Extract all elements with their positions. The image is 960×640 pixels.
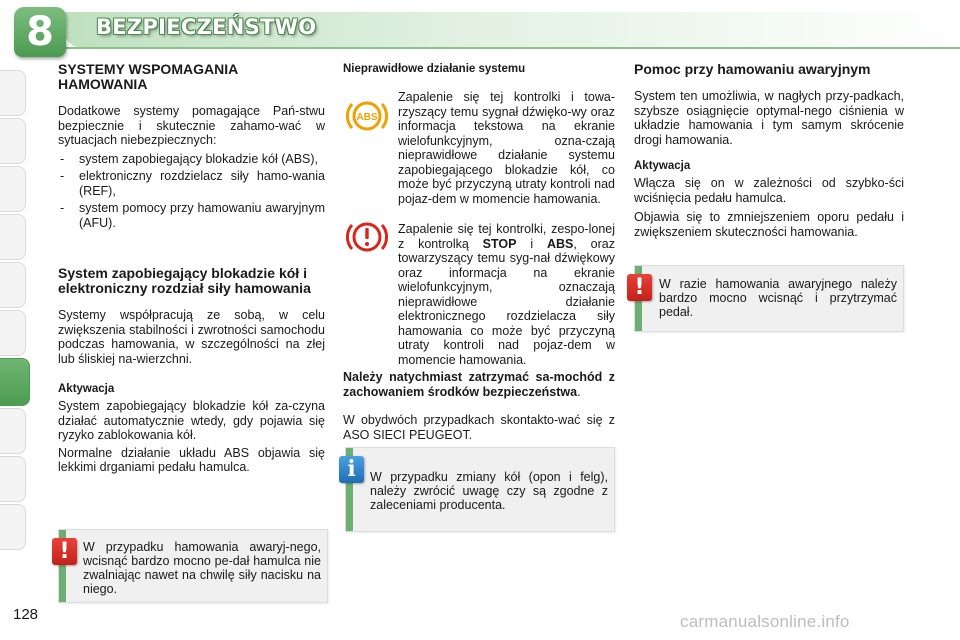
consult-dealer-text: W obydwóch przypadkach skontakto-wać się z ASO SIECI PEUGEOT.: [343, 413, 615, 442]
chapter-tab[interactable]: [0, 118, 26, 164]
list-item: - system pomocy przy hamowaniu awaryjnym (AFU).: [58, 201, 325, 230]
chapter-tab-active[interactable]: [0, 358, 30, 406]
stop-instruction: Należy natychmiast zatrzymać sa-mochód z zachowaniem środków bezpieczeństwa.: [343, 370, 615, 399]
chapter-tab[interactable]: [0, 166, 26, 212]
brake-warning-lamp-icon: [344, 218, 390, 256]
watermark: carmanualsonline.info: [680, 612, 850, 631]
warning-text: W razie hamowania awaryjnego należy bardzo mocno wcisnąć i przytrzymać pedał.: [659, 277, 897, 319]
list-item: - elektroniczny rozdzielacz siły hamo-wania (REF),: [58, 169, 325, 198]
abs-warning-lamp-icon: [344, 97, 390, 135]
chapter-tab[interactable]: [0, 408, 26, 454]
chapter-tab[interactable]: [0, 70, 26, 116]
chapter-tab[interactable]: [0, 456, 26, 502]
warning-icon: !: [627, 274, 652, 301]
brake-assist-effect-text: Objawia się to zmniejszeniem oporu pedału i zwiększeniem skuteczności hamowania.: [634, 210, 904, 239]
page-number: 128: [13, 606, 39, 623]
column-right: [634, 62, 904, 239]
section-title-malfunction: Nieprawidłowe działanie systemu: [343, 63, 526, 75]
activation-heading: Aktywacja: [634, 160, 691, 172]
warning-box-brake-assist: [634, 265, 904, 332]
section-title-emergency-brake-assist: Pomoc przy hamowaniu awaryjnym: [634, 61, 871, 77]
abs-label: ABS: [546, 236, 574, 251]
section-title-braking-systems: SYSTEMY WSPOMAGANIA HAMOWANIA: [58, 61, 238, 92]
info-text: W przypadku zmiany kół (opon i felg), należy zwrócić uwagę czy są zgodne z zaleceniami producenta.: [370, 470, 608, 512]
column-left: [58, 62, 325, 475]
chapter-number-badge: 8: [14, 7, 66, 57]
braking-systems-intro: Dodatkowe systemy pomagające Pań-stwu bezpiecznie i skutecznie zahamo-wać w sytuacjach niebezpiecznych:: [58, 104, 325, 147]
warning-text: W przypadku hamowania awaryj-nego, wcisnąć bardzo mocno pe-dał hamulca nie zwalniając nawet na chwilę siły nacisku na niego.: [83, 540, 321, 596]
chapter-tab[interactable]: [0, 310, 26, 356]
section-title-abs-ref: System zapobiegający blokadzie kół i elektroniczny rozdział siły hamowania: [58, 265, 311, 296]
page-title: BEZPIECZEŃSTWO: [96, 15, 317, 39]
braking-systems-list: [58, 152, 325, 231]
warning-box-emergency-braking: [58, 529, 328, 603]
abs-normal-operation-text: Normalne działanie układu ABS objawia się lekkimi drganiami pedału hamulca.: [58, 445, 325, 474]
list-item: - system zapobiegający blokadzie kół (ABS),: [58, 152, 325, 167]
brake-assist-activation-text: Włącza się on w zależności od szybko-ści wciśnięcia pedału hamulca.: [634, 176, 904, 205]
chapter-tab[interactable]: [0, 262, 26, 308]
header-divider: [64, 47, 960, 49]
abs-ref-description: Systemy współpracują ze sobą, w celu zwiększenia stabilności i zwrotności samochodu podczas hamowania, w szczególności na złej lub śliskiej na-wierzchni.: [58, 308, 325, 366]
abs-lamp-text: Zapalenie się tej kontrolki i towa-rzyszący temu sygnał dźwięko-wy oraz informacja tekstowa na ekranie wielofunkcyjnym, ozna-czają nieprawidłowe działanie systemu zapobiegającego blokadzie kół, co może być przyczyną utraty kontroli nad pojaz-dem w momencie hamowania.: [398, 90, 615, 206]
activation-heading: Aktywacja: [58, 383, 115, 395]
info-box-wheel-change: [345, 447, 615, 532]
abs-lamp-label: ABS: [356, 112, 378, 123]
chapter-tab[interactable]: [0, 504, 26, 550]
activation-text: System zapobiegający blokadzie kół za-czyna działać automatycznie wtedy, gdy pojawia się ryzyko zablokowania kół.: [58, 399, 325, 442]
stop-lamp-text: Zapalenie się tej kontrolki, zespo-lonej z kontrolką STOP i ABS, oraz towarzyszący temu syg-nał dźwiękowy oraz informacja na ekranie wielofunkcyjnym, oznaczają nieprawidłowe działanie elektronicznego rozdzielacza siły hamowania co może być przyczyną utraty kontroli nad pojaz-dem w momencie hamowania.: [398, 222, 615, 367]
info-icon: i: [339, 456, 364, 483]
stop-label: STOP: [482, 236, 517, 251]
chapter-tab[interactable]: [0, 214, 26, 260]
warning-icon: !: [52, 538, 77, 565]
brake-assist-intro: System ten umożliwia, w nagłych przy-padkach, szybsze osiągnięcie optymal-nego ciśnienia w układzie hamowania i tym samym skrócenie drogi hamowania.: [634, 89, 904, 147]
